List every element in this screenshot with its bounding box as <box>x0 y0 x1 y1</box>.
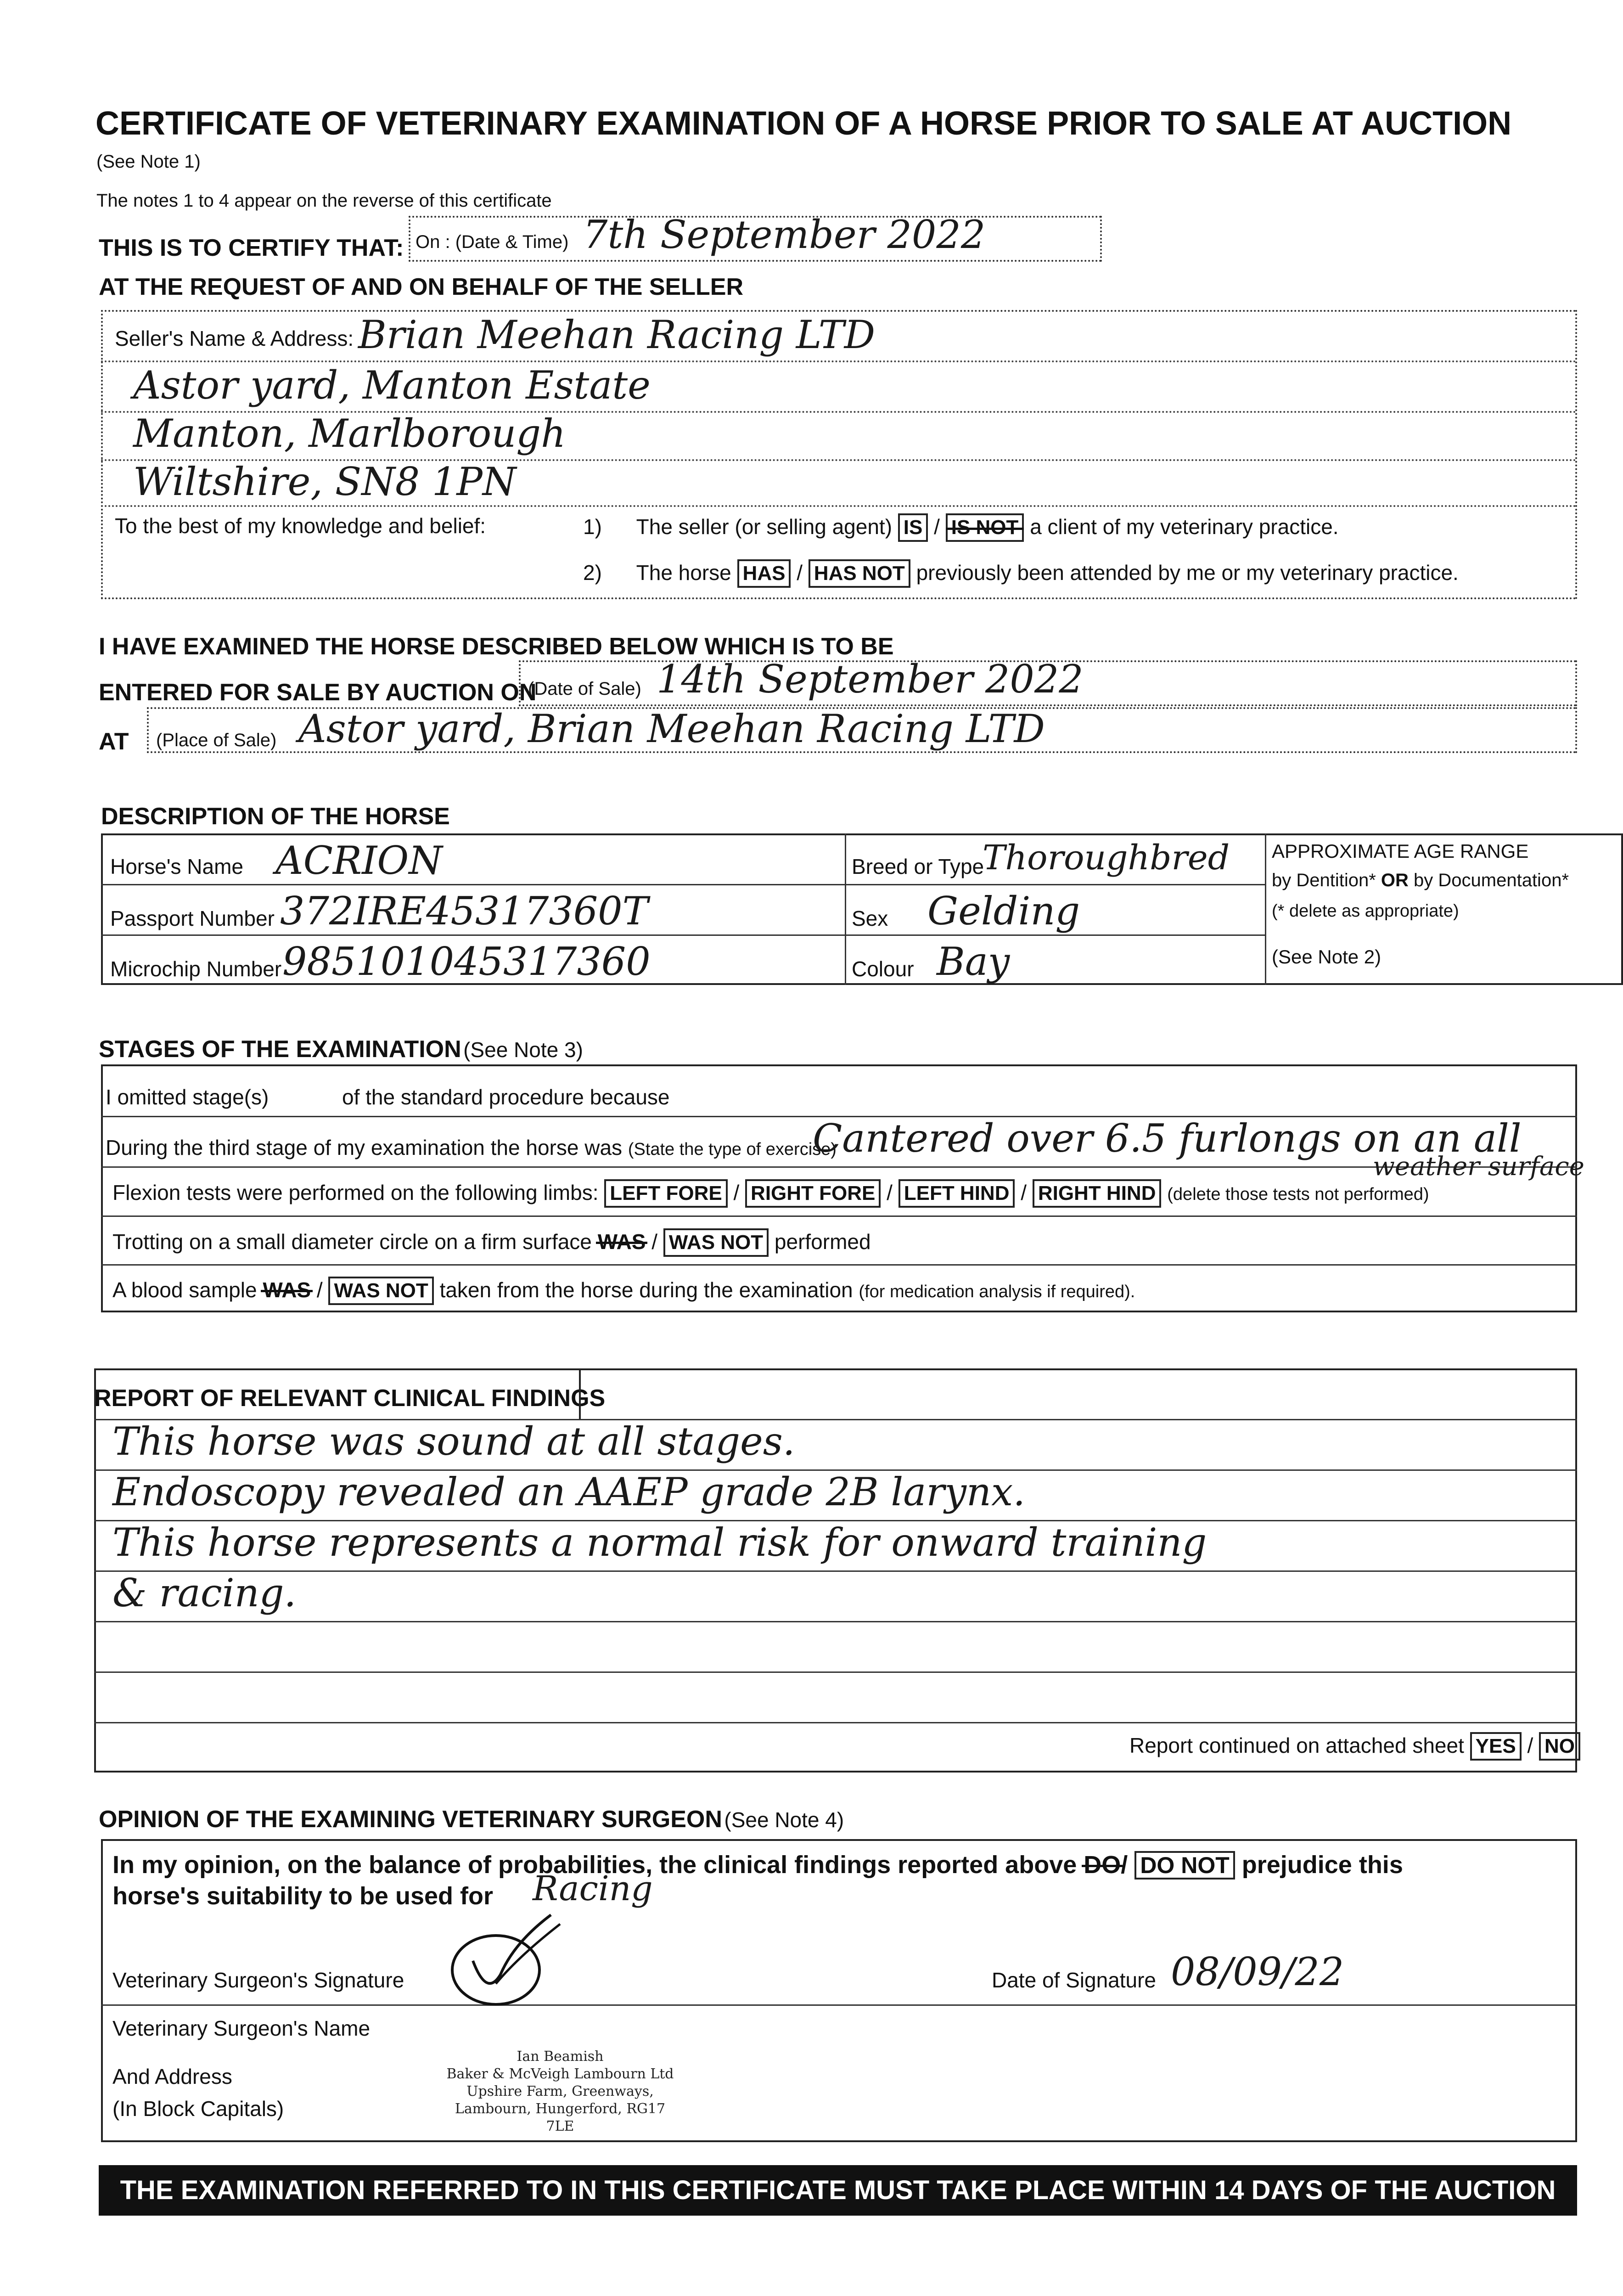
sale-date-value: 14th September 2022 <box>657 657 1084 702</box>
omitted-label-a: I omitted stage(s) <box>106 1085 269 1109</box>
place-of-sale-label: (Place of Sale) <box>156 730 277 750</box>
exam-date-value: 7th September 2022 <box>583 212 986 257</box>
vet-address-stamp <box>441 2048 680 2135</box>
stages-heading-row <box>99 1035 583 1063</box>
continued-no-option[interactable]: NO <box>1539 1732 1580 1761</box>
item1-number: 1) <box>583 515 602 539</box>
item2-number: 2) <box>583 561 602 585</box>
flexion-hint: (delete those tests not performed) <box>1167 1185 1429 1204</box>
trotting-slash: / <box>651 1230 658 1254</box>
flexion-slash-1: / <box>733 1181 740 1204</box>
left-hind-option[interactable]: LEFT HIND <box>899 1179 1015 1208</box>
signature-label: Veterinary Surgeon's Signature <box>112 1968 404 1992</box>
item2-text-b: previously been attended by me or my veterinary practice. <box>916 561 1459 585</box>
stamp-line-1: Ian Beamish <box>517 2048 604 2065</box>
report-continued-row <box>1129 1732 1580 1761</box>
item1-slash: / <box>934 515 940 539</box>
passport-value: 372IRE45317360T <box>280 889 648 934</box>
opinion-text-b: prejudice this <box>1241 1851 1403 1879</box>
is-option[interactable]: IS <box>898 513 928 542</box>
vet-address-label: And Address <box>112 2065 232 2088</box>
opinion-slash: / <box>1121 1851 1128 1879</box>
knowledge-label: To the best of my knowledge and belief: <box>115 514 486 538</box>
has-option[interactable]: HAS <box>737 559 791 588</box>
trotting-row <box>112 1228 871 1257</box>
flexion-row <box>112 1179 1429 1208</box>
opinion-do-not-option[interactable]: DO NOT <box>1134 1851 1235 1880</box>
sex-value: Gelding <box>927 889 1080 934</box>
report-heading-cell <box>94 1368 581 1419</box>
by-dentition[interactable]: by Dentition* <box>1272 870 1381 890</box>
request-line: AT THE REQUEST OF AND ON BEHALF OF THE SELLER <box>99 274 743 300</box>
item1-text-a: The seller (or selling agent) <box>636 515 893 539</box>
age-or: OR <box>1381 870 1409 890</box>
third-stage-value-cont: weather surface <box>1373 1152 1584 1182</box>
description-heading: DESCRIPTION OF THE HORSE <box>101 803 450 830</box>
report-line-2: Endoscopy revealed an AAEP grade 2B larynx. <box>112 1469 1026 1514</box>
opinion-use-value: Racing <box>533 1869 653 1908</box>
opinion-text-row <box>112 1851 1403 1880</box>
certify-label: THIS IS TO CERTIFY THAT: <box>99 235 404 261</box>
by-documentation[interactable]: by Documentation* <box>1408 870 1569 890</box>
vet-name-label: Veterinary Surgeon's Name <box>112 2016 371 2040</box>
trotting-was-option[interactable]: WAS <box>597 1230 646 1254</box>
passport-label: Passport Number <box>110 906 275 930</box>
blood-was-option[interactable]: WAS <box>263 1278 311 1302</box>
opinion-text-a: In my opinion, on the balance of probabilities, the clinical findings reported above <box>112 1851 1077 1879</box>
trotting-label: Trotting on a small diameter circle on a firm surface <box>112 1230 592 1254</box>
trotting-performed: performed <box>774 1230 871 1254</box>
item2-text-a: The horse <box>636 561 731 585</box>
seller-client-row <box>583 513 1339 542</box>
blood-hint: (for medication analysis if required). <box>859 1282 1135 1301</box>
blood-after: taken from the horse during the examination <box>439 1278 853 1302</box>
has-not-option[interactable]: HAS NOT <box>809 559 910 588</box>
block-capitals-label: (In Block Capitals) <box>112 2097 284 2121</box>
seller-line-3: Manton, Marlborough <box>133 411 566 456</box>
horse-attended-row <box>583 559 1459 588</box>
entered-line: ENTERED FOR SALE BY AUCTION ON <box>99 679 537 706</box>
right-fore-option[interactable]: RIGHT FORE <box>745 1179 881 1208</box>
seller-line-1: Brian Meehan Racing LTD <box>358 312 876 357</box>
colour-label: Colour <box>852 957 914 981</box>
continued-slash: / <box>1527 1733 1533 1757</box>
horse-name-value: ACRION <box>275 838 443 883</box>
age-delete-note: (* delete as appropriate) <box>1272 901 1459 921</box>
examined-line: I HAVE EXAMINED THE HORSE DESCRIBED BELOW WHICH IS TO BE <box>99 633 894 660</box>
blood-slash: / <box>316 1278 323 1302</box>
third-stage-label: During the third stage of my examination the horse was <box>106 1136 623 1159</box>
seller-name-label: Seller's Name & Address: <box>115 326 354 350</box>
sale-place-value: Astor yard, Brian Meehan Racing LTD <box>298 706 1045 751</box>
date-of-signature-label: Date of Signature <box>992 1968 1157 1992</box>
on-date-time-label: On : (Date & Time) <box>416 232 569 252</box>
age-see-note-2: (See Note 2) <box>1272 946 1382 968</box>
report-line-3: This horse represents a normal risk for onward training <box>112 1520 1207 1565</box>
colour-value: Bay <box>937 939 1010 984</box>
report-line-1: This horse was sound at all stages. <box>112 1419 795 1464</box>
stamp-line-4: Lambourn, Hungerford, RG17 7LE <box>455 2101 666 2134</box>
flexion-slash-2: / <box>887 1181 893 1204</box>
blood-was-not-option[interactable]: WAS NOT <box>328 1277 433 1305</box>
stages-heading: STAGES OF THE EXAMINATION <box>99 1036 461 1063</box>
breed-label: Breed or Type <box>852 855 984 878</box>
third-stage-row <box>106 1135 837 1160</box>
continued-yes-option[interactable]: YES <box>1470 1732 1522 1761</box>
seller-line-2: Astor yard, Manton Estate <box>133 363 651 408</box>
report-heading: REPORT OF RELEVANT CLINICAL FINDINGS <box>94 1385 606 1412</box>
microchip-value: 985101045317360 <box>282 939 651 984</box>
at-label: AT <box>99 728 129 755</box>
opinion-do-option[interactable]: DO <box>1084 1851 1121 1879</box>
left-fore-option[interactable]: LEFT FORE <box>604 1179 727 1208</box>
third-stage-hint: (State the type of exercise) <box>628 1140 837 1159</box>
microchip-label: Microchip Number <box>110 957 282 981</box>
item1-text-b: a client of my veterinary practice. <box>1030 515 1339 539</box>
stages-see-note: (See Note 3) <box>463 1038 583 1062</box>
see-note-1: (See Note 1) <box>96 152 201 172</box>
trotting-was-not-option[interactable]: WAS NOT <box>663 1228 769 1257</box>
report-line-4: & racing. <box>112 1570 297 1615</box>
right-hind-option[interactable]: RIGHT HIND <box>1033 1179 1162 1208</box>
third-stage-value: Cantered over 6.5 furlongs on an all <box>813 1116 1522 1161</box>
breed-value: Thoroughbred <box>983 838 1230 878</box>
notes-line: The notes 1 to 4 appear on the reverse of this certificate <box>96 191 552 211</box>
opinion-heading-row <box>99 1806 844 1833</box>
seller-line-4: Wiltshire, SN8 1PN <box>133 459 517 504</box>
vet-signature-icon <box>441 1906 578 2011</box>
continued-label: Report continued on attached sheet <box>1129 1733 1464 1757</box>
age-method-row <box>1272 870 1569 891</box>
date-of-signature-value: 08/09/22 <box>1171 1949 1344 1994</box>
stamp-line-2: Baker & McVeigh Lambourn Ltd <box>446 2066 674 2082</box>
horse-name-label: Horse's Name <box>110 855 243 878</box>
stamp-line-3: Upshire Farm, Greenways, <box>466 2083 654 2099</box>
opinion-heading: OPINION OF THE EXAMINING VETERINARY SURGEON <box>99 1806 722 1833</box>
sex-label: Sex <box>852 906 888 930</box>
opinion-see-note: (See Note 4) <box>724 1808 844 1832</box>
opinion-text-c: horse's suitability to be used for <box>112 1882 493 1910</box>
is-not-option[interactable]: IS NOT <box>946 513 1024 542</box>
date-of-sale-label: (Date of Sale) <box>528 679 641 699</box>
flexion-label: Flexion tests were performed on the following limbs: <box>112 1181 599 1204</box>
age-range-title: APPROXIMATE AGE RANGE <box>1272 840 1529 862</box>
blood-label: A blood sample <box>112 1278 257 1302</box>
certificate-title: CERTIFICATE OF VETERINARY EXAMINATION OF A HORSE PRIOR TO SALE AT AUCTION <box>95 105 1512 142</box>
omitted-label-b: of the standard procedure because <box>342 1085 670 1109</box>
footer-banner: THE EXAMINATION REFERRED TO IN THIS CERTIFICATE MUST TAKE PLACE WITHIN 14 DAYS OF THE AUCTION <box>99 2165 1577 2216</box>
item2-slash: / <box>797 561 803 585</box>
flexion-slash-3: / <box>1021 1181 1027 1204</box>
blood-row <box>112 1277 1135 1305</box>
